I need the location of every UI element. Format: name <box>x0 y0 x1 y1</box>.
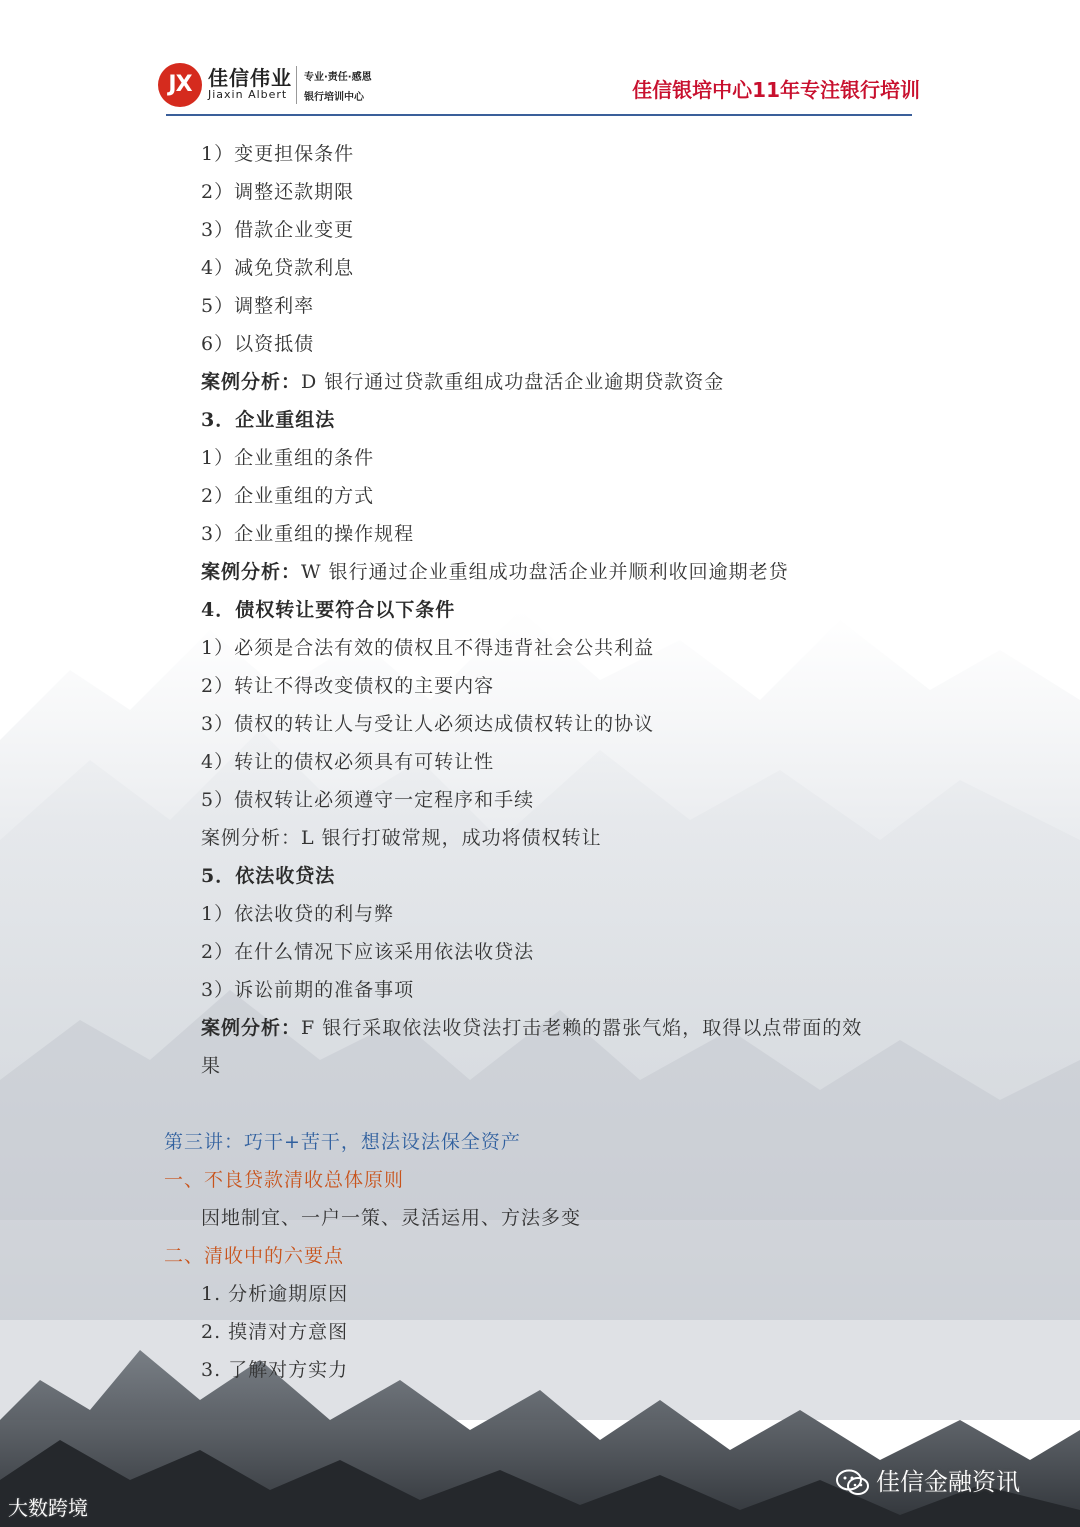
page-header <box>0 0 1080 120</box>
logo-center-name: 银行培训中心 <box>304 92 364 103</box>
case-analysis <box>201 560 789 584</box>
case-analysis: 案例分析：L 银行打破常规，成功将债权转让 <box>201 827 602 849</box>
list-item: 2）调整还款期限 <box>201 181 355 203</box>
case-analysis-text: W 银行通过企业重组成功盘活企业并顺利收回逾期老贷 <box>301 561 789 583</box>
case-analysis-continuation: 果 <box>201 1055 222 1077</box>
logo-slogan: 专业·责任·感恩 <box>304 72 372 83</box>
list-item: 3）企业重组的操作规程 <box>201 523 415 545</box>
watermark-left-text: 大数跨境 <box>8 1496 88 1520</box>
list-item: 3. 了解对方实力 <box>201 1359 349 1381</box>
case-analysis-text: F 银行采取依法收贷法打击老赖的嚣张气焰，取得以点带面的效 <box>301 1017 863 1039</box>
list-item: 2. 摸清对方意图 <box>201 1321 349 1343</box>
logo-divider <box>296 66 297 104</box>
part-text: 因地制宜、一户一策、灵活运用、方法多变 <box>201 1207 582 1229</box>
part-heading: 二、清收中的六要点 <box>164 1245 345 1267</box>
list-item: 2）转让不得改变债权的主要内容 <box>201 675 495 697</box>
list-item: 1. 分析逾期原因 <box>201 1283 349 1305</box>
list-item: 5）债权转让必须遵守一定程序和手续 <box>201 789 535 811</box>
section-heading: 5．依法收贷法 <box>201 865 336 887</box>
list-item: 6）以资抵债 <box>201 333 315 355</box>
list-item: 4）减免贷款利息 <box>201 257 355 279</box>
header-rule <box>166 114 912 116</box>
list-item: 3）债权的转让人与受让人必须达成债权转让的协议 <box>201 713 655 735</box>
logo-mark: JX <box>158 63 202 107</box>
section-heading: 3．企业重组法 <box>201 409 336 431</box>
list-item: 2）企业重组的方式 <box>201 485 375 507</box>
watermark-left <box>8 1492 88 1521</box>
part-heading: 一、不良贷款清收总体原则 <box>164 1169 405 1191</box>
list-item: 1）必须是合法有效的债权且不得违背社会公共利益 <box>201 637 655 659</box>
case-analysis-label: 案例分析： <box>201 371 302 393</box>
section-heading: 4．债权转让要符合以下条件 <box>201 599 456 621</box>
watermark-right <box>836 1462 1020 1497</box>
list-item: 1）变更担保条件 <box>201 143 355 165</box>
case-analysis-text: D 银行通过贷款重组成功盘活企业逾期贷款资金 <box>301 371 725 393</box>
list-item: 1）企业重组的条件 <box>201 447 375 469</box>
logo-chinese-name: 佳信伟业 <box>208 66 292 90</box>
logo-english-name: Jiaxin Albert <box>208 88 288 101</box>
header-tagline: 佳信银培中心11年专注银行培训 <box>632 78 920 102</box>
list-item: 4）转让的债权必须具有可转让性 <box>201 751 495 773</box>
watermark-right-text: 佳信金融资讯 <box>876 1468 1020 1496</box>
lecture-title: 第三讲：巧干+苦干，想法设法保全资产 <box>164 1131 521 1153</box>
list-item: 2）在什么情况下应该采用依法收贷法 <box>201 941 535 963</box>
wechat-icon <box>836 1469 870 1497</box>
case-analysis <box>201 370 724 394</box>
list-item: 5）调整利率 <box>201 295 315 317</box>
case-analysis-label: 案例分析： <box>201 561 302 583</box>
case-analysis-label: 案例分析： <box>201 1017 302 1039</box>
list-item: 3）借款企业变更 <box>201 219 355 241</box>
case-analysis <box>201 1016 862 1040</box>
list-item: 1）依法收贷的利与弊 <box>201 903 395 925</box>
list-item: 3）诉讼前期的准备事项 <box>201 979 415 1001</box>
